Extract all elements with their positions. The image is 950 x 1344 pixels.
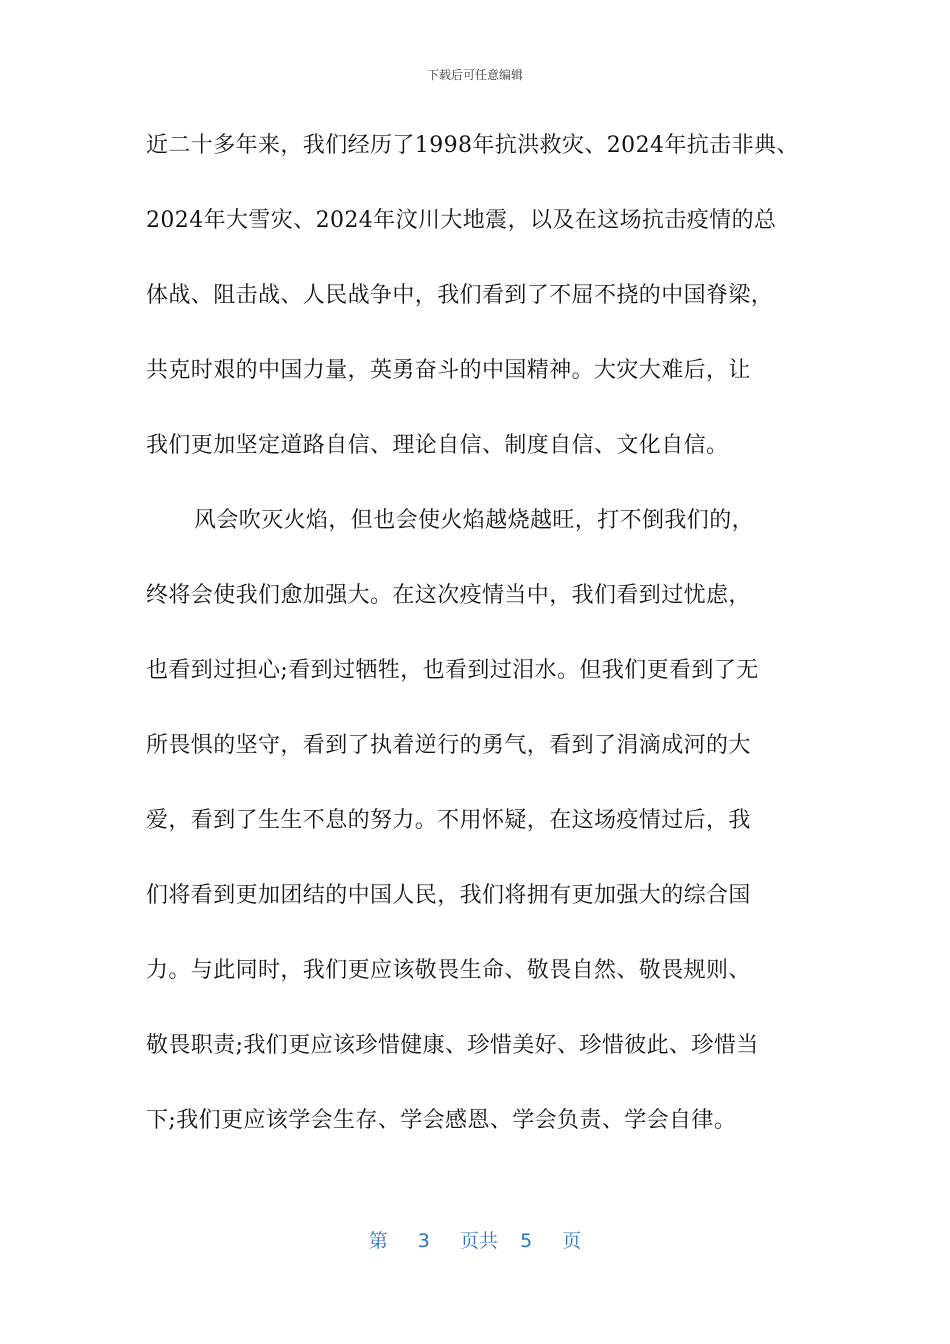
- text-line: 也看到过担心;看到过牺牲，也看到过泪水。但我们更看到了无: [146, 658, 759, 683]
- text-line: 下;我们更应该学会生存、学会感恩、学会负责、学会自律。: [146, 1108, 737, 1133]
- total-page-number: 5: [520, 1230, 533, 1252]
- text-line: 爱，看到了生生不息的努力。不用怀疑，在这场疫情过后，我: [146, 808, 751, 833]
- document-body: [146, 126, 826, 1176]
- text-line: 所畏惧的坚守，看到了执着逆行的勇气，看到了涓滴成河的大: [146, 733, 751, 758]
- current-page-number: 3: [417, 1230, 430, 1252]
- text-line: 体战、阻击战、人民战争中，我们看到了不屈不挠的中国脊梁，: [146, 283, 774, 308]
- footer-suffix: 页: [562, 1230, 582, 1252]
- footer-middle: 页共: [459, 1230, 498, 1252]
- text-line: 近二十多年来，我们经历了1998年抗洪救灾、2024年抗击非典、: [146, 133, 799, 158]
- paragraph-first-line: 风会吹灭火焰，但也会使火焰越烧越旺，打不倒我们的，: [194, 508, 755, 533]
- text-line: 敬畏职责;我们更应该珍惜健康、珍惜美好、珍惜彼此、珍惜当: [146, 1033, 759, 1058]
- page-footer: [0, 1226, 950, 1253]
- text-line: 力。与此同时，我们更应该敬畏生命、敬畏自然、敬畏规则、: [146, 958, 751, 983]
- page-header-note: 下载后可任意编辑: [426, 68, 523, 82]
- text-line: 2024年大雪灾、2024年汶川大地震，以及在这场抗击疫情的总: [146, 208, 777, 233]
- text-line: 终将会使我们愈加强大。在这次疫情当中，我们看到过忧虑，: [146, 583, 751, 608]
- text-line: 我们更加坚定道路自信、理论自信、制度自信、文化自信。: [146, 433, 729, 458]
- text-line: 们将看到更加团结的中国人民，我们将拥有更加强大的综合国: [146, 883, 751, 908]
- text-line: 共克时艰的中国力量，英勇奋斗的中国精神。大灾大难后，让: [146, 358, 751, 383]
- footer-prefix: 第: [368, 1230, 388, 1252]
